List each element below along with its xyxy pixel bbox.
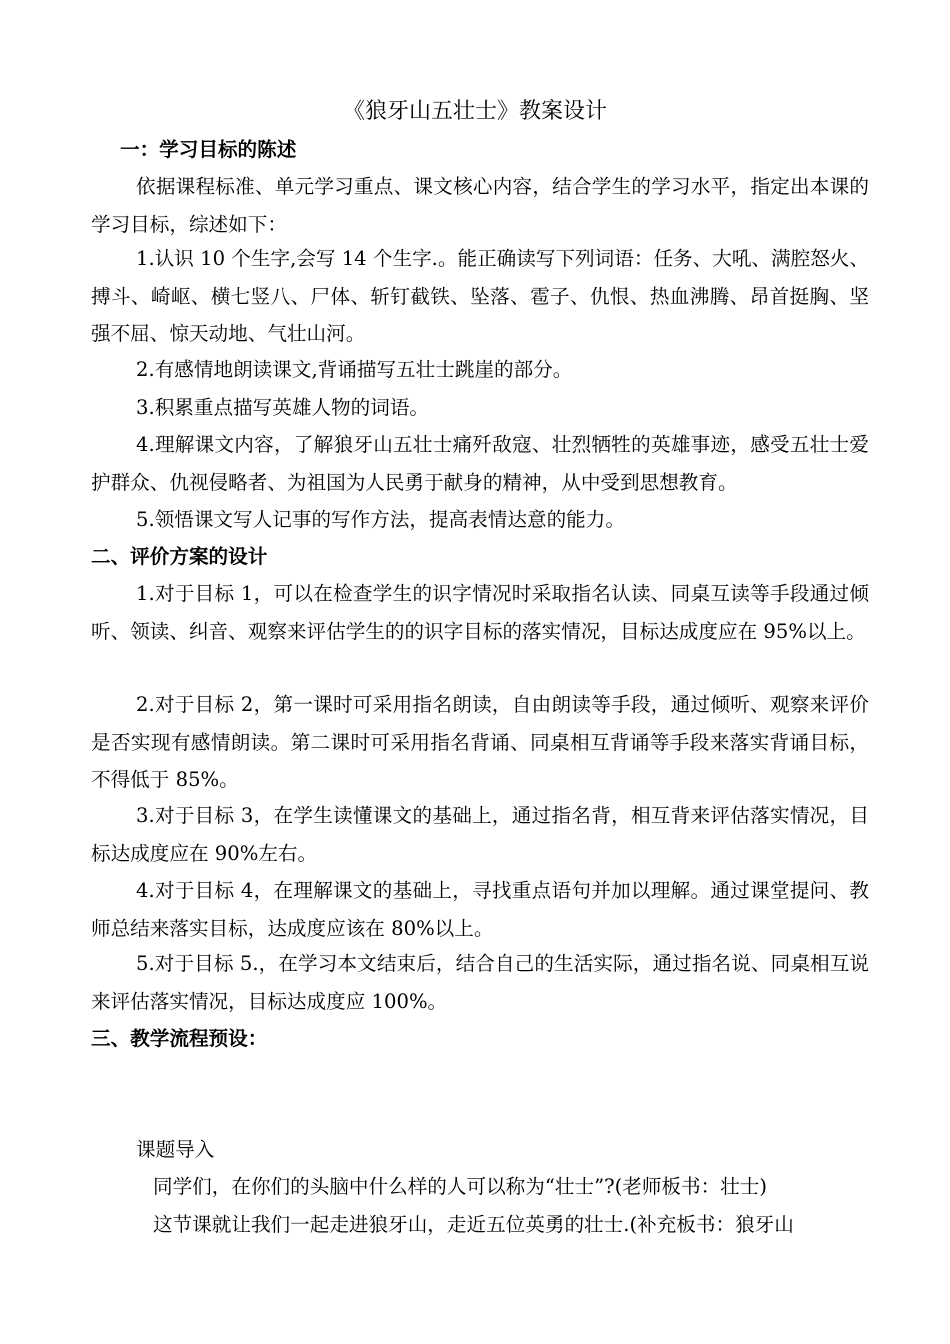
- evaluation-item-3: 3.对于目标 3，在学生读懂课文的基础上，通过指名背，相互背来评估落实情况，目标达成度应在 90%左右。: [91, 804, 869, 865]
- document-title: 《狼牙山五壮士》教案设计: [342, 99, 607, 124]
- section-heading-process: 三、教学流程预设：: [91, 1027, 268, 1050]
- lead-in-paragraph: [91, 1168, 869, 1243]
- goal-item-3: 3.积累重点描写英雄人物的词语。: [136, 396, 430, 419]
- section-heading-goals: 一：学习目标的陈述: [120, 138, 297, 161]
- goals-intro-paragraph: 依据课程标准、单元学习重点、课文核心内容，结合学生的学习水平，指定出本课的学习目标，综述如下：: [91, 175, 869, 236]
- evaluation-item-2: 2.对于目标 2，第一课时可采用指名朗读，自由朗读等手段，通过倾听、观察来评价是否实现有感情朗读。第二课时可采用指名背诵、同桌相互背诵等手段来落实背诵目标，不得低于 85%。: [91, 693, 869, 791]
- lead-in-line-2: 这节课就让我们一起走进狼牙山，走近五位英勇的壮士.(补充板书：狼牙山: [153, 1212, 794, 1236]
- evaluation-item-4: 4.对于目标 4，在理解课文的基础上，寻找重点语句并加以理解。通过课堂提问、教师总结来落实目标，达成度应该在 80%以上。: [91, 879, 869, 940]
- goal-item-4: 4.理解课文内容，了解狼牙山五壮士痛歼敌寇、壮烈牺牲的英雄事迹，感受五壮士爱护群众、仇视侵略者、为祖国为人民勇于献身的精神，从中受到思想教育。: [91, 433, 869, 494]
- lead-in-title: 课题导入: [136, 1138, 215, 1161]
- goal-item-1: 1.认识 10 个生字,会写 14 个生字.。能正确读写下列词语：任务、大吼、满腔怒火、搏斗、崎岖、横七竖八、尸体、斩钉截铁、坠落、雹子、仇恨、热血沸腾、昂首挺胸、坚强不屈、惊天动地、气壮山河。: [91, 247, 869, 345]
- lead-in-line-1: 同学们，在你们的头脑中什么样的人可以称为“壮士”?(老师板书：壮士): [153, 1175, 768, 1198]
- evaluation-item-5: 5.对于目标 5.，在学习本文结束后，结合自己的生活实际，通过指名说、同桌相互说来评估落实情况，目标达成度应 100%。: [91, 952, 869, 1013]
- goal-item-2: 2.有感情地朗读课文,背诵描写五壮士跳崖的部分。: [136, 358, 573, 381]
- goal-item-5: 5.领悟课文写人记事的写作方法，提高表情达意的能力。: [136, 508, 625, 531]
- section-heading-evaluation: 二、评价方案的设计: [91, 545, 268, 568]
- evaluation-item-1: 1.对于目标 1，可以在检查学生的识字情况时采取指名认读、同桌互读等手段通过倾听、领读、纠音、观察来评估学生的的识字目标的落实情况，目标达成度应在 95%以上。: [91, 582, 869, 643]
